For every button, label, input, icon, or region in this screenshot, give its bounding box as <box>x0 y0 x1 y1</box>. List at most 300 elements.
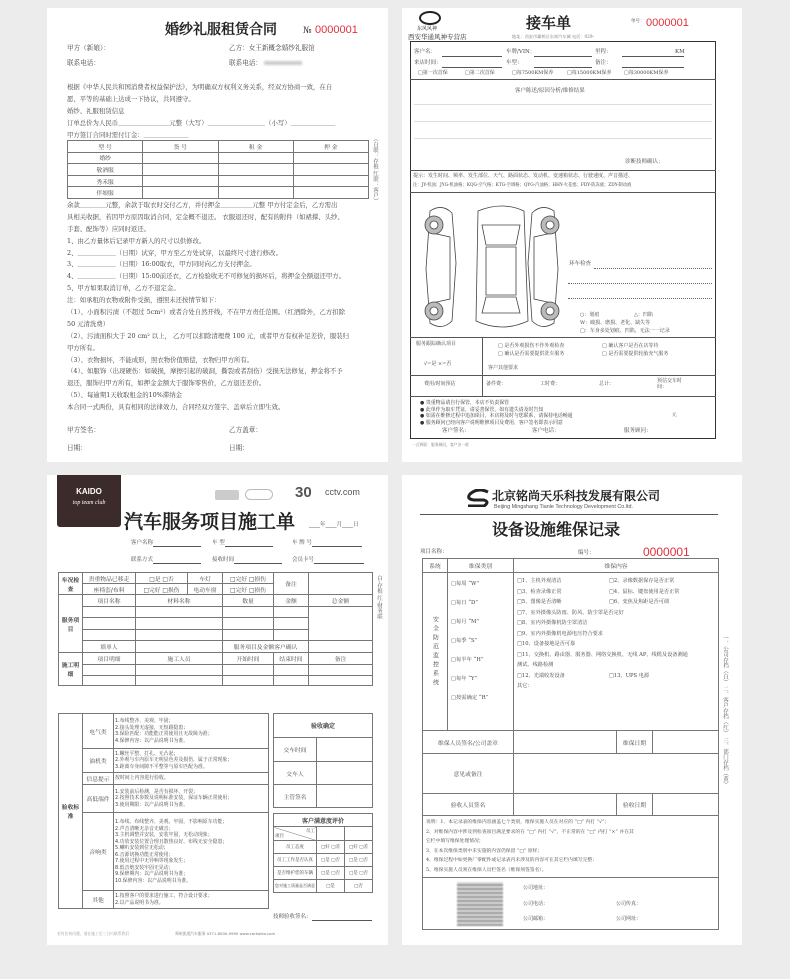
body-line: 2、＿＿＿＿＿＿（日期）试穿，甲方至乙方处试穿，以最终尺寸进行修改。 <box>67 248 282 257</box>
cell[interactable] <box>83 606 136 618</box>
cell[interactable] <box>223 606 274 618</box>
pickup-footer: 一式两联：服务顾问，客户各一联 <box>412 442 469 447</box>
body-line: （2）、污渍面积大于 20 cm² 以上， 乙方可以扣除清理费 100 元，或者甲方有权补足差价，服装归 <box>67 331 350 340</box>
category-checkbox[interactable]: □每季 “S” <box>451 638 478 644</box>
eta: 预估交车时间： <box>657 378 683 390</box>
cell[interactable] <box>218 175 293 187</box>
cell[interactable] <box>309 665 373 676</box>
maintenance-title: 设备设施维保记录 <box>492 520 621 539</box>
lights-check[interactable]: □完好 □损伤 <box>223 573 274 584</box>
note-text: 此单作为取车凭证，请妥善保管，如有遗失请及时告知 <box>425 406 544 413</box>
std-content: 1.布线整齐、美观、牢固； 2.接头处理无虚接，无短路隐患； 3.保险匹配：功能能正常使用且无故障为准； 4.保修内容：以产品说明书为准。 <box>114 714 269 749</box>
writing-line[interactable] <box>414 138 712 139</box>
cell[interactable] <box>274 665 309 676</box>
std-category: 高低端件 <box>83 785 114 813</box>
tech-sign <box>273 915 372 921</box>
copy-note: 一、公司存档（白） 二、客户存档（红） 三、部门存档（黄） <box>722 635 728 787</box>
col-header: 维保类别 <box>448 559 514 573</box>
standards-table <box>58 713 269 909</box>
col-header: 型 号 <box>68 141 143 153</box>
body-line: 本合同一式两份，具有相同的法律效力，合同经双方签字、盖章后立即生效。 <box>67 403 285 412</box>
address: 地址：西安市灞桥区东郊汽车城 电话：029- <box>512 34 594 39</box>
opinion-cell[interactable] <box>514 754 719 794</box>
body-line: 甲方所有。 <box>67 343 99 352</box>
contract-no: 0000001 <box>315 24 358 36</box>
record-no: 0000001 <box>643 545 690 559</box>
qr-code <box>457 882 503 926</box>
body-line: 5、甲方如果取消订单，乙方不退定金。 <box>67 284 180 293</box>
mileage-field[interactable] <box>622 56 684 57</box>
accept-label: 主管签名 <box>274 785 317 808</box>
filler-cell[interactable] <box>136 641 223 653</box>
model-field[interactable] <box>225 546 273 547</box>
sig-customer: 客户签名： <box>442 428 470 434</box>
follow-label: 服务跟踪确认项目 <box>416 341 457 347</box>
item-list <box>514 573 719 731</box>
contract-intro <box>67 82 335 141</box>
phone-b-label: 联系电话： <box>229 59 262 67</box>
cell[interactable] <box>293 164 368 176</box>
row-label: 伴娘服 <box>68 187 143 199</box>
legend-item: ○：划痕 <box>580 312 600 318</box>
body-line: 余款＿＿＿＿元整，余款于取衣时交付乙方，并付押金＿＿＿＿＿元整 甲方付定金后，乙方需出 <box>67 201 338 209</box>
cell[interactable] <box>143 164 218 176</box>
std-content: 1.布线、布线整齐、美观、牢固，不影响原车功能； 2.声音清晰无杂音无破音； 3.主机调整并安装，安装牢固，无松动现象； 4.功放安装位置合理且散热良好，布线无安全隐患； 5.喇叭安装到位无松动； 6.音源切换功能正常使用； 7.使用过程中无异响等现象发生； 8.低音炮安装牢固无晃动； 9.保修期内：以产品说明书为准； 10.保修内容：以产品说明书为准。 <box>114 813 269 891</box>
cell[interactable] <box>223 629 274 641</box>
note-text: 服务顾问已经向客户说明维修项目及费用，客户签名即表示同意 <box>425 419 563 426</box>
item-checkbox[interactable]: □1、主机外观清洁 <box>517 578 562 584</box>
col-header: 项目明细 <box>83 653 136 665</box>
model-label: 车 型 <box>212 540 225 546</box>
item-checkbox[interactable]: □3、检查录像正常 <box>517 588 562 595</box>
company-logo-icon <box>466 489 492 507</box>
car-diagram-icon <box>416 203 568 333</box>
member-label: 会员卡号 <box>292 557 315 563</box>
std-category: 电气类 <box>83 714 114 749</box>
partner-logo <box>245 489 273 500</box>
item-checkbox[interactable]: □10、设备接地是否可靠 <box>517 641 576 647</box>
body-line: 1、由乙方量体后记录甲方新人的尺寸以供修改。 <box>67 236 206 245</box>
logo-text: 东风风神 <box>417 26 438 32</box>
sat-check[interactable]: □好 □差 <box>345 841 373 854</box>
col-header: 总金额 <box>309 595 373 607</box>
follow-key: √=是 ×=否 <box>424 361 452 367</box>
cell[interactable] <box>83 629 136 641</box>
intro-line: 订单总价为人民币＿＿＿＿＿＿＿＿元整（大写）＿＿＿＿＿＿＿＿＿（小写）＿＿＿＿＿＿＿ <box>67 118 336 127</box>
cell[interactable] <box>223 676 274 686</box>
mileage-label: 里程： <box>595 49 612 55</box>
std-content: 1.螺丝平整、打孔、无凸起； 2.外观与车内原车无明显色差及损伤，属于正常现象； 3.距离车身间隙不平整等与原车匹配为准。 <box>114 749 269 773</box>
date-cell[interactable] <box>653 731 719 754</box>
maintenance-table <box>422 558 719 930</box>
cell[interactable] <box>136 676 223 686</box>
satisfaction-title: 客户满意度评价 <box>274 814 373 827</box>
cell[interactable] <box>293 152 368 164</box>
accept-cell[interactable] <box>514 794 617 816</box>
staff-cell[interactable] <box>345 827 373 841</box>
row-label: 秀禾服 <box>68 175 143 187</box>
kaido-logo <box>57 475 121 527</box>
remark-label: 备注： <box>595 60 612 66</box>
cost-label: 费用/时间预估 <box>424 381 456 387</box>
plate-label: 车 牌 号 <box>292 540 312 546</box>
sat-check[interactable]: □否 <box>345 880 373 893</box>
note-line: 它栏中填写维保处理情况； <box>426 839 484 844</box>
category-checkbox[interactable]: □按需确定 “R” <box>451 695 488 701</box>
contract-form <box>47 8 388 462</box>
accept-label: 验收人员签名 <box>423 794 514 816</box>
sig-phone: 客户电话： <box>532 428 560 434</box>
walkaround-label: 环车检查 <box>569 261 592 267</box>
logo-text: KAIDO <box>76 487 102 496</box>
std-category: 油机类 <box>83 749 114 773</box>
total-cell[interactable] <box>309 606 373 641</box>
seat: 座椅套/布料 <box>83 584 136 595</box>
follow-item[interactable]: □ 确认客户是否在店等待 <box>602 343 659 349</box>
item-checkbox[interactable]: □6、变焦及焦距是否可调 <box>609 599 670 605</box>
remark-cell[interactable] <box>309 573 373 595</box>
item-checkbox[interactable]: □2、录像数据保存是否正常 <box>609 578 675 584</box>
customer-name <box>131 541 201 547</box>
item-checkbox[interactable]: □9、室内外摄像机电源电压符合要求 <box>517 630 604 637</box>
cell[interactable] <box>83 618 136 630</box>
item-checkbox[interactable]: □11、交换机、路由器、服务器、网络交换机、无线 AP、线缆及设备测通 <box>517 651 688 658</box>
col-header: 施工人员 <box>136 653 223 665</box>
legend-item: □：车身多处划痕、凹陷，无法一一记录 <box>580 328 670 334</box>
bullet-icon: ● <box>420 406 425 413</box>
cell[interactable] <box>293 175 368 187</box>
maintenance-form <box>402 475 742 945</box>
sign-b: 乙方盖章： <box>229 426 262 434</box>
satisfaction-table <box>273 813 373 893</box>
cell[interactable] <box>83 665 136 676</box>
item-checkbox[interactable]: □12、光端收发设备 <box>517 672 565 679</box>
row-label: 婚纱 <box>68 152 143 164</box>
notes-cell <box>423 816 719 878</box>
member-field[interactable] <box>314 563 364 564</box>
intro-line: 甲方签订合同时需付订金：＿＿＿＿＿＿＿ <box>67 130 189 139</box>
cell[interactable] <box>274 676 309 686</box>
contact <box>131 558 201 564</box>
windows: 电动车窗 <box>188 584 223 595</box>
col-header: 数量 <box>223 595 274 607</box>
cell[interactable] <box>223 618 274 630</box>
divider <box>410 170 716 171</box>
remark-field[interactable] <box>622 67 684 68</box>
member-card <box>292 558 364 564</box>
cell[interactable] <box>274 618 309 630</box>
pickup-title: 接车单 <box>526 14 572 32</box>
category-checkbox[interactable]: □每周 “W” <box>451 581 480 587</box>
cell[interactable] <box>143 187 218 199</box>
model-field[interactable] <box>534 67 592 68</box>
category-checkbox[interactable]: □每月 “M” <box>451 619 480 625</box>
cell[interactable] <box>136 665 223 676</box>
copy-note: （白联：存根 红联：客户） <box>372 136 378 204</box>
cell[interactable] <box>218 152 293 164</box>
note-line <box>420 420 573 427</box>
col-header: 租 金 <box>218 141 293 153</box>
valuables: 贵重物品已移走 <box>83 573 136 584</box>
filler-label: 填单人 <box>83 641 136 653</box>
body-line: （1）、小面积污渍（不超过 5cm²）或者合处自然开线，不在甲方责任范围。（红酒除外，乙方扣除 <box>67 308 345 317</box>
contract-body <box>67 200 349 414</box>
arrive-label: 来店时间： <box>414 60 442 66</box>
sat-label: 是否维护您的车辆 <box>274 867 317 880</box>
cell[interactable] <box>223 665 274 676</box>
header-rule <box>420 514 718 515</box>
company-name: 北京铭尚天乐科技发展有限公司 <box>492 489 661 503</box>
recv-field[interactable] <box>234 563 282 564</box>
sig-advisor: 服务顾问： <box>624 428 652 434</box>
item-checkbox[interactable]: □13、UPS 电源 <box>609 672 650 679</box>
hint-line: 提示：发生时间、频率、发生部位、天气、路面状态、发动机、变速箱状态、行驶速度、声音描述、 <box>413 173 634 179</box>
follow-item[interactable]: □ 是否需要提供轮胎充气服务 <box>602 351 669 357</box>
std-category: 信息提示 <box>83 773 114 785</box>
intro-line: 根据《中华人民共和国消费者权益保护法》，为明确双方权利义务关系，经双方协商一致，在自 <box>67 83 333 91</box>
party-a: 甲方（新娘）： <box>67 44 110 52</box>
walkaround-line[interactable] <box>568 298 712 299</box>
company-website: 公司网址： <box>616 916 642 922</box>
col-header: 项目名称 <box>83 595 136 607</box>
body-line: （5）、每逾期1天收取租金的10%滞纳金 <box>67 391 182 400</box>
legend-item: W：破损、磨损、老化、缺失等 <box>580 320 651 326</box>
tech-confirm: 诊断技师确认： <box>625 159 664 165</box>
follow-item[interactable]: □ 是否外观损伤不作外观检查 <box>498 343 565 349</box>
party-b: 乙方：女王新概念婚纱礼服馆 <box>229 44 315 52</box>
car-model <box>212 541 273 547</box>
divider <box>410 375 716 376</box>
col-header: 材料名称 <box>136 595 223 607</box>
item-checkbox[interactable]: □8、室内外摄像机防尘罩清洁 <box>517 620 588 626</box>
intro-line: 愿、平等的基础上达成一下协议，共同遵守。 <box>67 94 195 103</box>
customer-label: 客户名： <box>414 49 437 55</box>
hint-line: 注：JY-机油；JYG-机油格；KQG-空气格；KTG-空调格；QYG-汽油格；HHY-火花塞；FDY-防冻液；ZDY-制动液 <box>413 183 632 188</box>
item-continuation: 测试、线路检测 <box>517 662 554 668</box>
cell[interactable] <box>309 676 373 686</box>
std-category: 音响类 <box>83 813 114 891</box>
customer-field[interactable] <box>153 546 201 547</box>
body-line: （4）、如服饰（出现硬伤：如破损，摩擦引起的破洞，撕裂或者刮伤）受损无法修复，押金将不予 <box>67 367 343 376</box>
note-text: 如需在维修过程中追加项目，本店将及时与您联系，请保持电话畅通 <box>425 413 573 419</box>
contract-title: 婚纱礼服租赁合同 <box>165 22 277 38</box>
company-phone: 公司电话： <box>523 901 549 907</box>
divider <box>410 396 716 397</box>
accept-date-cell[interactable] <box>653 794 719 816</box>
cell[interactable] <box>143 152 218 164</box>
sign-label: 维保人员签名/公司盖章 <box>423 731 514 754</box>
bullet-icon: ● <box>420 400 425 406</box>
note-line: 说明：1、本记录表的维保内容涵盖七个类别，维保实施人员在对应的 “□” 内打 “√”； <box>426 820 610 825</box>
accept-title: 验收确定 <box>274 714 373 738</box>
std-label: 验收标准 <box>59 714 83 909</box>
confirm-cell[interactable] <box>309 641 373 653</box>
copy-note: 白-存根 红-财务联 <box>376 575 382 620</box>
col-header: 结束时间 <box>274 653 309 665</box>
std-content: 按时间上内容进行验收。 <box>114 773 269 785</box>
workorder-title: 汽车服务项目施工单 <box>124 511 296 533</box>
writing-line[interactable] <box>414 121 712 122</box>
cell[interactable] <box>136 629 223 641</box>
pickup-no-label: 单号： <box>631 19 645 24</box>
walkaround-line[interactable] <box>568 283 712 284</box>
sat-label: 您对施工质量是否满意 <box>274 880 317 893</box>
bullet-icon: ● <box>420 413 425 419</box>
dongfeng-logo <box>419 11 441 25</box>
complaint-heading: 客户陈述/原因分析/维修结果 <box>515 88 585 94</box>
note-line: 5、维保实施人员须在维保人员栏签名（维保须签签名）。 <box>426 867 547 873</box>
body-line: 50 元清洗费） <box>67 319 110 328</box>
cell[interactable] <box>143 175 218 187</box>
divider <box>410 79 716 80</box>
date-label: 维保日期 <box>617 731 653 754</box>
accept-label: 交车人 <box>274 762 317 785</box>
col-header: 维保内容 <box>514 559 719 573</box>
body-line: 退还，服饰归甲方所有，如押金金额大于服饰零售价，乙方退还差价。 <box>67 379 266 388</box>
plate <box>292 541 362 547</box>
cell[interactable] <box>136 606 223 618</box>
service-option[interactable]: □每15000KM保养 <box>567 70 612 76</box>
follow-item[interactable]: □ 确认是否需要提供洗车服务 <box>498 351 565 357</box>
cell[interactable] <box>136 618 223 630</box>
check-label: 车况检查 <box>59 573 83 595</box>
notes <box>420 400 573 426</box>
workorder-form <box>47 475 388 945</box>
row-label: 项目 <box>275 834 284 839</box>
category-checkbox[interactable]: □每年 “Y” <box>451 676 478 682</box>
std-content: 1.按照客户的要求进行施工，符合设计要求； 2.以产品说明书为准。 <box>114 891 269 909</box>
col-header: 金额 <box>274 595 309 607</box>
cell[interactable] <box>274 629 309 641</box>
sat-check[interactable]: □是 <box>317 880 345 893</box>
partner-logo-cctv: cctv.com <box>325 487 360 497</box>
recv-time <box>212 558 282 564</box>
sat-label: 员工态度 <box>274 841 317 854</box>
service-option[interactable]: □每30000KM保养 <box>624 70 669 76</box>
divider <box>410 337 716 338</box>
plate-field[interactable] <box>534 56 592 57</box>
phone-a: 联系电话： <box>67 59 100 67</box>
labor-fee: 工时费： <box>540 381 561 387</box>
blurred-phone <box>264 61 302 65</box>
service-table <box>58 572 373 686</box>
sat-check[interactable]: □是 □否 <box>317 867 345 880</box>
cell[interactable] <box>83 676 136 686</box>
date-line: ____年____月____日 <box>309 522 359 528</box>
accept-cell[interactable] <box>317 762 373 785</box>
contact-field[interactable] <box>153 563 201 564</box>
staff-cell[interactable] <box>317 827 345 841</box>
windows-check[interactable]: □完好 □损伤 <box>223 584 274 595</box>
date-a: 日期： <box>67 444 87 452</box>
service-label: 服务项目 <box>59 595 83 653</box>
body-line: （3）、衣物损坏，不能成形，照衣物价值赔偿，衣物归甲方所有。 <box>67 355 254 364</box>
accept-cell[interactable] <box>317 738 373 762</box>
sat-label: 员工工作是否认真 <box>274 854 317 867</box>
phone-b <box>229 60 302 67</box>
row-label: 敬酒服 <box>68 164 143 176</box>
sat-check[interactable]: □是 □否 <box>345 854 373 867</box>
body-line: 3、＿＿＿＿＿＿（日期）16:00取衣，甲方同时向乙方支付押金。 <box>67 260 256 269</box>
std-content: 1.安装前后检测，是否有损坏、开裂； 2.按照技术参数及说明标准安装，保证车辆正常使用； 3.使用期限：以产品说明书为准。 <box>114 785 269 813</box>
contract-no-label: № <box>303 26 312 36</box>
parts-fee: 备件费： <box>486 381 507 387</box>
total: 总计： <box>599 381 615 387</box>
walkaround-line[interactable] <box>594 268 712 269</box>
plate-field[interactable] <box>312 546 362 547</box>
footer-right: 郑州凯道汽车服务 0371-6000-9990 www.carkaido.com <box>175 931 276 936</box>
confirm-label: 服务项目及金额客户确认 <box>223 641 309 653</box>
sat-check[interactable]: □好 □差 <box>317 841 345 854</box>
yuan: 元 <box>672 413 677 418</box>
category-checkbox[interactable]: □每半年 “H” <box>451 657 484 663</box>
pickup-no: 0000001 <box>646 17 689 29</box>
company-fax: 公司传真： <box>616 901 642 907</box>
bullet-icon: ● <box>420 419 425 426</box>
body-line: 具相关收据，若因甲方原因取消合同，定金概不退还。 衣服退还时，配有的附件（如裙撑、头纱、 <box>67 212 344 221</box>
cell[interactable] <box>218 187 293 199</box>
company-name-en: Beijing Mingshang Tianle Technology Development Co.ltd. <box>494 504 633 510</box>
shop-name: 西安华通风神专营店 <box>408 33 467 41</box>
item-checkbox[interactable]: □7、室外摄像头防雨、防风、防尘罩是否完好 <box>517 609 624 616</box>
category-checkbox[interactable]: □每日 “D” <box>451 600 478 606</box>
legend-item: △：凹陷 <box>634 312 653 318</box>
note-line: 2、对维保内容中涉及到检查项目满足要求的在 “□” 内打 “√”，不正常的在 “□” 内打 “×” 并在其 <box>426 829 634 835</box>
tech-sign-field[interactable] <box>312 920 372 921</box>
col-header: 系统 <box>423 559 448 573</box>
sign-cell[interactable] <box>514 731 617 754</box>
body-line: 4、＿＿＿＿＿＿（日期）15:00前还衣，乙方检验收无不可修复的损坏后，将押金全额退还甲方。 <box>67 272 346 281</box>
pickup-form <box>402 8 742 462</box>
seat-check[interactable]: □完好 □损伤 <box>136 584 188 595</box>
accept-label: 交车时间 <box>274 738 317 762</box>
cell[interactable] <box>274 606 309 618</box>
partner-logo-30: 30 <box>295 484 312 501</box>
std-category: 其他 <box>83 891 114 909</box>
service-option[interactable]: □第二次首保 <box>465 70 495 76</box>
opinion-label: 意见或备注 <box>423 754 514 794</box>
sat-check[interactable]: □是 □否 <box>345 867 373 880</box>
other-requests: 客户其他要求 <box>488 365 519 371</box>
note-text: 贵重物品请自行保管，本店不负责保管 <box>425 400 509 406</box>
col-header: 开始时间 <box>223 653 274 665</box>
sat-check[interactable]: □是 □否 <box>317 854 345 867</box>
writing-line[interactable] <box>414 104 712 105</box>
cell[interactable] <box>218 164 293 176</box>
body-line: 手套、配饰等）应同时返还。 <box>67 224 151 233</box>
remark-label: 备注 <box>274 573 309 595</box>
service-option[interactable]: □第一次首保 <box>418 70 448 76</box>
arrive-field[interactable] <box>442 67 502 68</box>
diagonal-header <box>274 827 317 841</box>
cell[interactable] <box>293 187 368 199</box>
valuables-check[interactable]: □是 □否 <box>136 573 188 584</box>
customer-field[interactable] <box>442 56 502 57</box>
body-line: 注：如承租的衣物或附件受损，遵照未还按情节如下： <box>67 296 221 305</box>
col-header: 货 号 <box>143 141 218 153</box>
accept-cell[interactable] <box>317 785 373 808</box>
category-list <box>448 573 514 731</box>
item-checkbox[interactable]: □4、鼠标、键盘使用是否正常 <box>609 588 680 595</box>
intro-line: 婚纱、礼服租赁信息 <box>67 106 125 115</box>
footer-left: 若有任何问题，请在施工后三日内联系我们 <box>57 931 130 936</box>
company-address: 公司地址： <box>523 885 549 891</box>
item-checkbox[interactable]: □5、图像是否清晰 <box>517 599 562 605</box>
service-option[interactable]: □每7500KM保养 <box>512 70 554 76</box>
contact-label: 联系方式 <box>131 557 154 563</box>
logo-subtext: top team club <box>72 500 106 506</box>
plate-label: 车牌/VIN： <box>506 49 536 55</box>
